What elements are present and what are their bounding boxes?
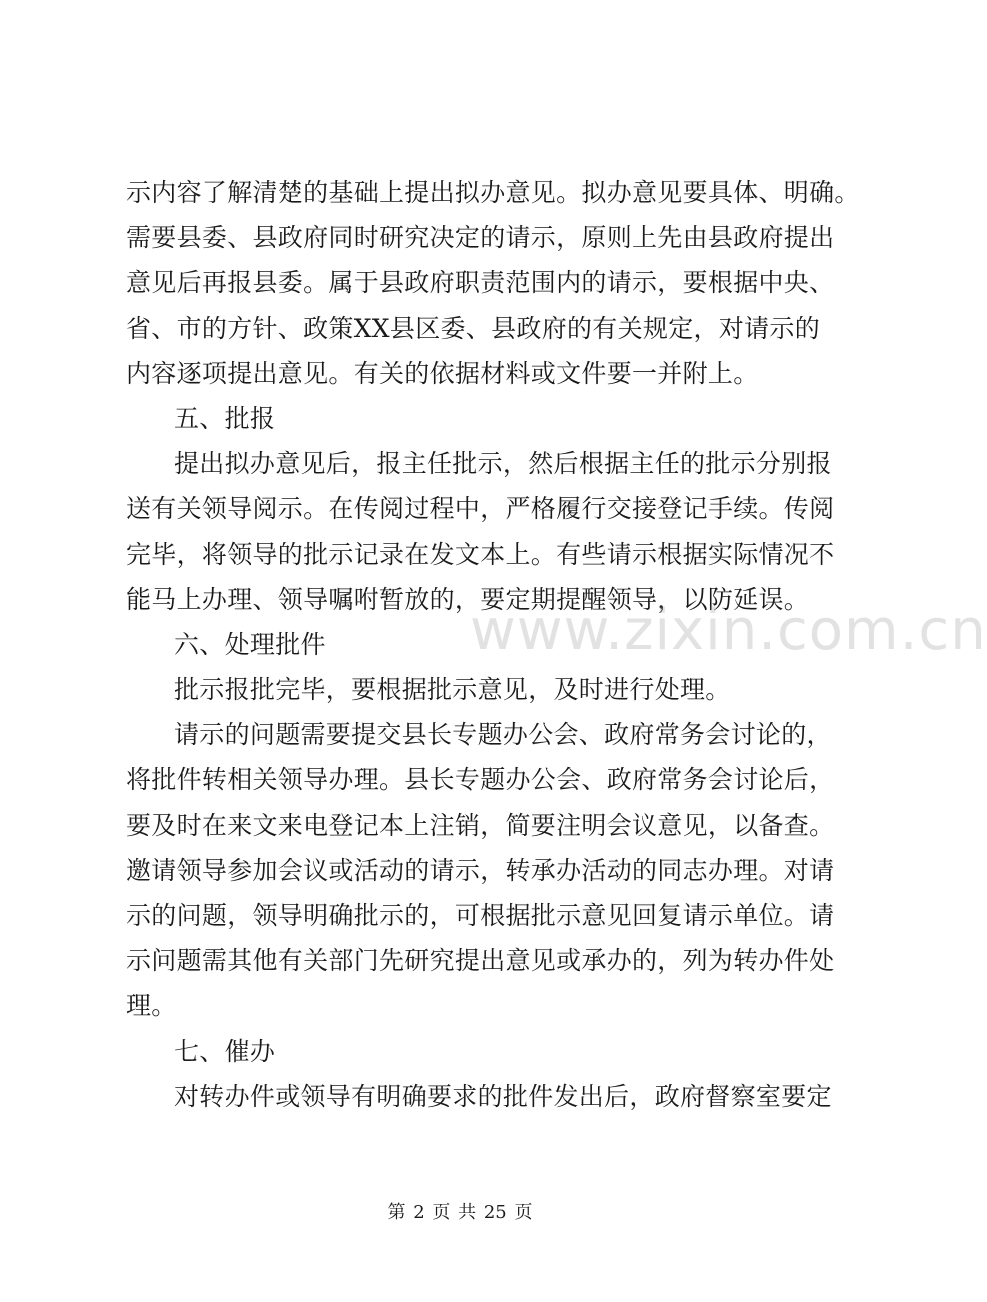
text-line: 省、市的方针、政策XX县区委、县政府的有关规定，对请示的 xyxy=(126,313,820,343)
text-line: 能马上办理、领导嘱咐暂放的，要定期提醒领导，以防延误。 xyxy=(126,584,810,614)
text-line: 示的问题，领导明确批示的，可根据批示意见回复请示单位。请 xyxy=(126,901,835,930)
text-line: 理。 xyxy=(126,991,177,1021)
text-line: 批示报批完毕，要根据批示意见，及时进行处理。 xyxy=(174,675,731,705)
text-line: 意见后再报县委。属于县政府职责范围内的请示，要根据中央、 xyxy=(126,268,835,298)
text-line: 五、批报 xyxy=(174,403,276,433)
text-line: 六、处理批件 xyxy=(174,629,326,659)
page-footer: 第 2 页 共 25 页 xyxy=(387,1202,533,1223)
text-line: 请示的问题需要提交县长专题办公会、政府常务会讨论的， xyxy=(174,720,832,750)
text-line: 送有关领导阅示。在传阅过程中，严格履行交接登记手续。传阅 xyxy=(126,494,835,524)
text-line: 邀请领导参加会议或活动的请示，转承办活动的同志办理。对请 xyxy=(126,855,835,885)
text-line: 需要县委、县政府同时研究决定的请示，原则上先由县政府提出 xyxy=(126,223,835,253)
text-line: 七、催办 xyxy=(174,1036,276,1066)
watermark-text: www.zixin.com.cn xyxy=(470,598,987,663)
text-line: 提出拟办意见后，报主任批示，然后根据主任的批示分别报 xyxy=(174,449,832,479)
document-body xyxy=(126,170,860,1119)
text-line: 内容逐项提出意见。有关的依据材料或文件要一并附上。 xyxy=(126,358,759,388)
text-line: 示问题需其他有关部门先研究提出意见或承办的，列为转办件处 xyxy=(126,946,835,976)
text-line: 将批件转相关领导办理。县长专题办公会、政府常务会讨论后， xyxy=(126,765,835,795)
text-line: 要及时在来文来电登记本上注销，简要注明会议意见，以备查。 xyxy=(126,810,835,840)
text-line: 完毕，将领导的批示记录在发文本上。有些请示根据实际情况不 xyxy=(126,539,835,569)
text-line: 对转办件或领导有明确要求的批件发出后，政府督察室要定 xyxy=(174,1081,832,1111)
text-line: 示内容了解清楚的基础上提出拟办意见。拟办意见要具体、明确。 xyxy=(126,178,860,207)
